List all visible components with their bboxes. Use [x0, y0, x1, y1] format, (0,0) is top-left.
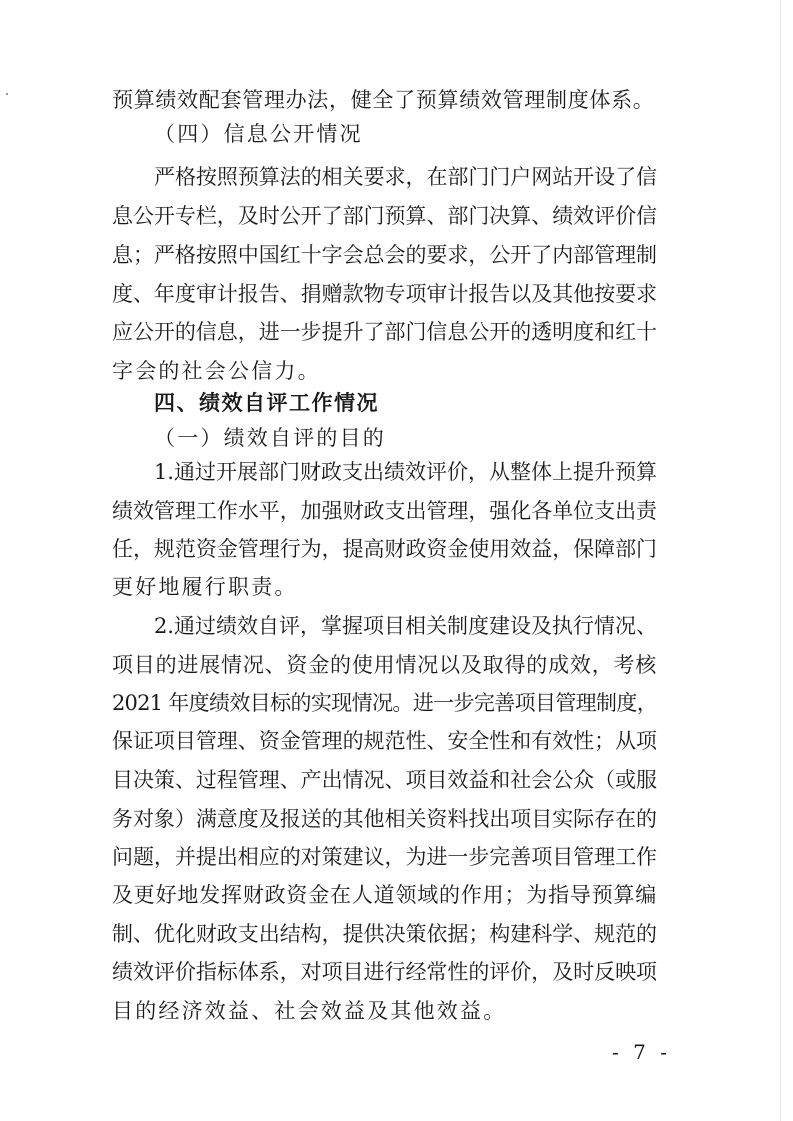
section-subheading: （一）绩效自评的目的 — [154, 426, 386, 450]
text-line: 及更好地发挥财政资金在人道领域的作用；为指导预算编 — [112, 883, 657, 907]
text-line: 息；严格按照中国红十字会总会的要求，公开了内部管理制 — [112, 243, 657, 267]
text-line: 息公开专栏，及时公开了部门预算、部门决算、绩效评价信 — [112, 204, 657, 228]
section-subheading: （四）信息公开情况 — [154, 122, 363, 146]
section-heading: 四、绩效自评工作情况 — [154, 391, 379, 415]
text-line: 制、优化财政支出结构，提供决策依据；构建科学、规范的 — [112, 922, 657, 946]
text-line: 严格按照预算法的相关要求，在部门门户网站开设了信 — [154, 165, 657, 189]
text-line: 绩效评价指标体系，对项目进行经常性的评价，及时反映项 — [112, 960, 657, 984]
text-line: 保证项目管理、资金管理的规范性、安全性和有效性；从项 — [112, 729, 657, 753]
text-line: 度、年度审计报告、捐赠款物专项审计报告以及其他按要求 — [112, 282, 657, 306]
text-line: 问题，并提出相应的对策建议，为进一步完善项目管理工作 — [112, 845, 657, 869]
text-line: 1.通过开展部门财政支出绩效评价，从整体上提升预算 — [154, 460, 657, 484]
scan-speck — [6, 93, 8, 95]
text-line: 任，规范资金管理行为，提高财政资金使用效益，保障部门 — [112, 537, 657, 561]
text-line: 应公开的信息，进一步提升了部门信息公开的透明度和红十 — [112, 320, 657, 344]
text-line: 预算绩效配套管理办法，健全了预算绩效管理制度体系。 — [112, 88, 655, 112]
text-line: 绩效管理工作水平，加强财政支出管理，强化各单位支出责 — [112, 499, 657, 523]
text-line: 项目的进展情况、资金的使用情况以及取得的成效，考核 — [112, 653, 657, 677]
text-line: 目决策、过程管理、产出情况、项目效益和社会公众（或服 — [112, 768, 657, 792]
text-line: 2021 年度绩效目标的实现情况。进一步完善项目管理制度， — [112, 691, 657, 715]
text-line: 2.通过绩效自评，掌握项目相关制度建设及执行情况、 — [154, 614, 657, 638]
text-line: 字会的社会公信力。 — [112, 359, 321, 383]
scan-edge — [780, 0, 781, 1121]
text-line: 更好地履行职责。 — [112, 575, 298, 599]
page-number: - 7 - — [612, 1040, 671, 1064]
text-line: 务对象）满意度及报送的其他相关资料找出项目实际存在的 — [112, 807, 657, 831]
text-line: 目的经济效益、社会效益及其他效益。 — [112, 999, 507, 1023]
